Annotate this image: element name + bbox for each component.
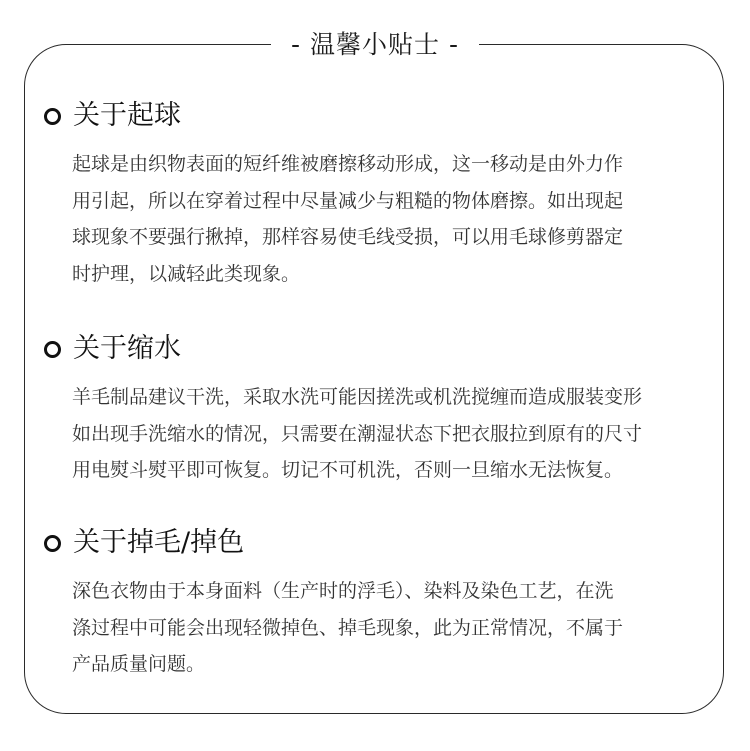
paragraph-line: 深色衣物由于本身面料（生产时的浮毛）、染料及染色工艺，在洗 (72, 580, 614, 602)
paragraph-line: 羊毛制品建议干洗，采取水洗可能因搓洗或机洗搅缠而造成服装变形 (72, 386, 643, 408)
section-shrinkage (44, 329, 724, 489)
heading-text: 关于掉毛/掉色 (73, 527, 245, 558)
paragraph-line: 时护理，以减轻此类现象。 (72, 262, 301, 285)
circle-bullet-icon (44, 108, 61, 125)
section-heading (44, 329, 724, 369)
section-paragraph (44, 573, 712, 683)
section-paragraph (44, 379, 712, 489)
circle-bullet-icon (44, 535, 61, 552)
paragraph-line: 产品质量问题。 (72, 653, 206, 675)
paragraph-line: 起球是由织物表面的短纤维被磨擦移动形成，这一移动是由外力作 (72, 153, 624, 175)
section-heading (44, 523, 724, 563)
section-paragraph (44, 146, 712, 292)
paragraph-line: 用引起，所以在穿着过程中尽量减少与粗糙的物体磨擦。如出现起 (72, 189, 624, 212)
title-wrap (0, 28, 750, 62)
circle-bullet-icon (44, 341, 61, 358)
page-title: - 温馨小贴士 - (271, 28, 479, 62)
section-heading (44, 96, 724, 136)
section-pilling (44, 96, 724, 292)
heading-text: 关于缩水 (73, 333, 181, 364)
paragraph-line: 球现象不要强行揪掉，那样容易使毛线受损，可以用毛球修剪器定 (72, 226, 624, 248)
section-shedding-fading (44, 523, 724, 683)
heading-text: 关于起球 (73, 100, 181, 131)
paragraph-line: 用电熨斗熨平即可恢复。切记不可机洗，否则一旦缩水无法恢复。 (72, 459, 624, 481)
paragraph-line: 涤过程中可能会出现轻微掉色、掉毛现象，此为正常情况，不属于 (72, 616, 624, 639)
paragraph-line: 如出现手洗缩水的情况，只需要在潮湿状态下把衣服拉到原有的尺寸 (72, 422, 643, 445)
